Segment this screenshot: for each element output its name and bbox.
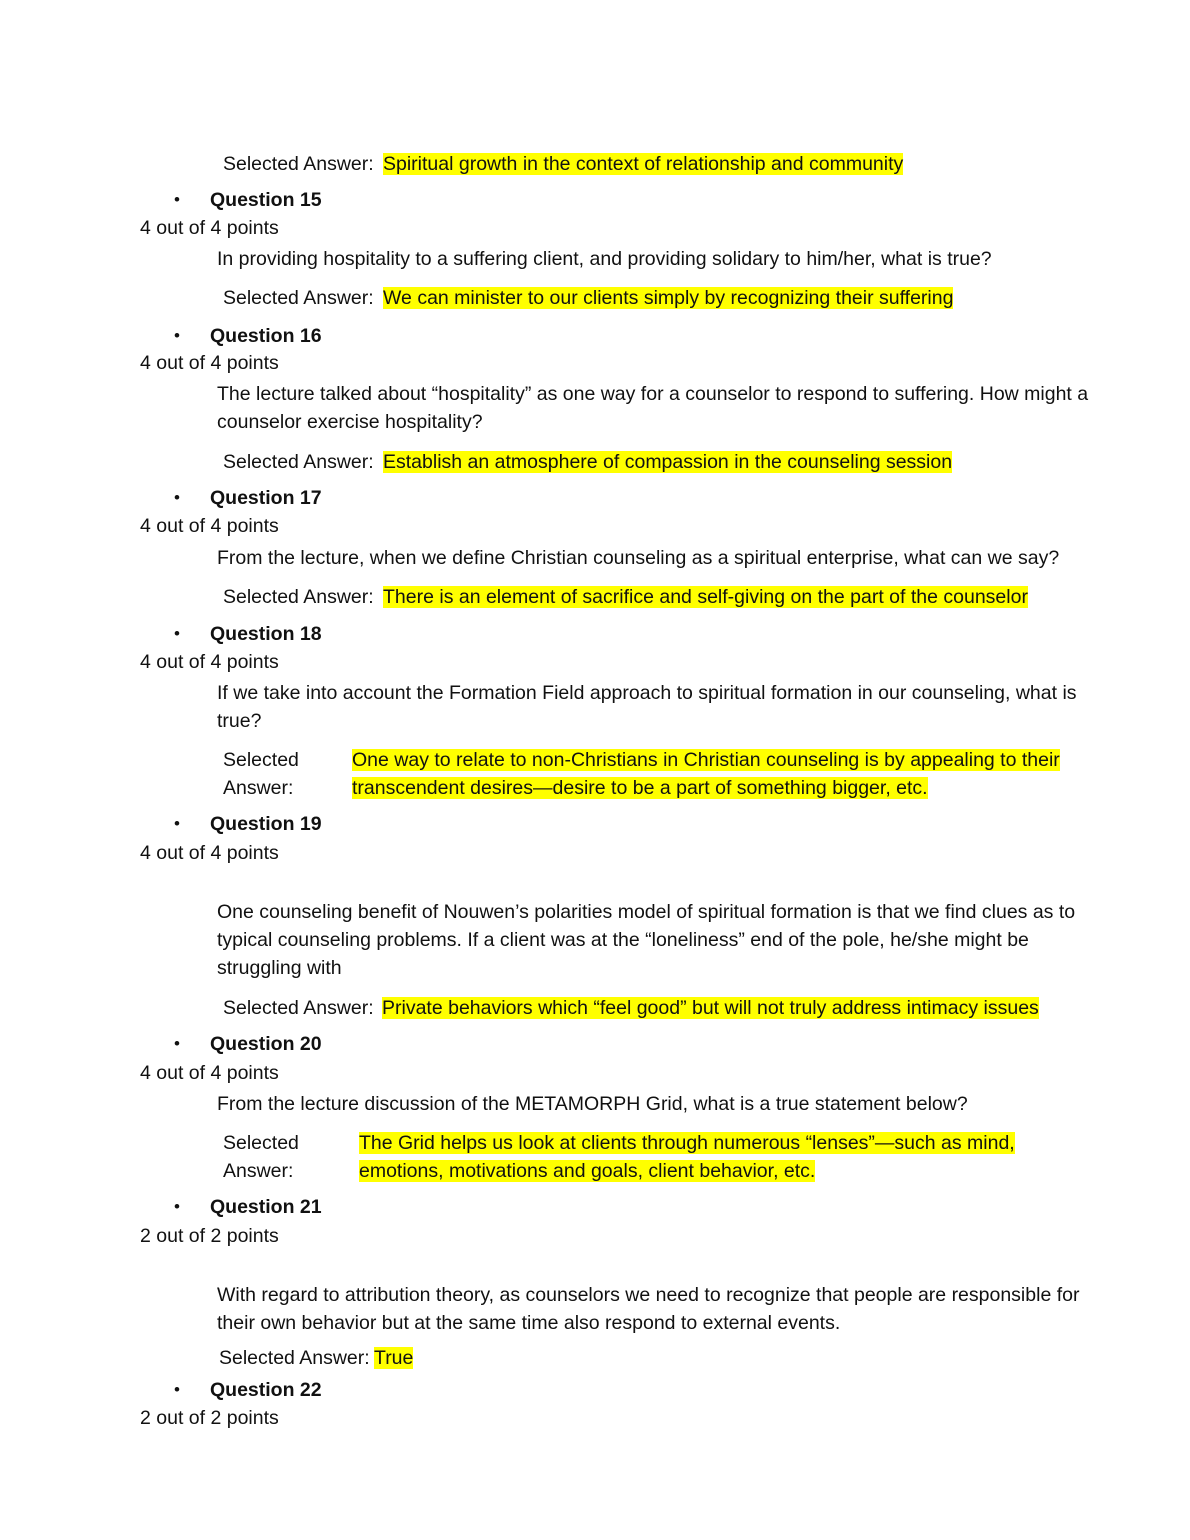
question-points: 4 out of 4 points: [140, 842, 279, 864]
answer-highlight: Spiritual growth in the context of relationship and community: [383, 153, 904, 175]
selected-answer-line: [352, 746, 1060, 774]
question-text: One counseling benefit of Nouwen’s polarities model of spiritual formation is that we find clues as to typical counseling problems. If a client was at the “loneliness” end of the pole, he/she might be struggling with: [217, 901, 1076, 979]
selected-answer-line: [359, 1157, 815, 1185]
question-title: Question 21: [210, 1196, 322, 1218]
question-title: Question 19: [210, 813, 322, 835]
bullet-icon: •: [174, 1197, 180, 1216]
selected-answer-label: Selected: [223, 1132, 299, 1154]
question-title: Question 20: [210, 1033, 322, 1055]
question-text: The lecture talked about “hospitality” as one way for a counselor to respond to suffering. How might a counselor exercise hospitality?: [217, 383, 1089, 433]
answer-highlight: The Grid helps us look at clients through numerous “lenses”—such as mind,: [359, 1132, 1015, 1154]
question-points: 4 out of 4 points: [140, 1062, 279, 1084]
selected-answer: [382, 994, 1039, 1022]
question-text: From the lecture discussion of the METAMORPH Grid, what is a true statement below?: [217, 1093, 968, 1115]
question-points: 4 out of 4 points: [140, 651, 279, 673]
selected-answer: [383, 448, 952, 476]
selected-answer-label: Answer:: [223, 1160, 294, 1182]
question-title: Question 17: [210, 487, 322, 509]
answer-highlight: There is an element of sacrifice and self-giving on the part of the counselor: [383, 586, 1028, 608]
question-text: From the lecture, when we define Christian counseling as a spiritual enterprise, what can we say?: [217, 547, 1060, 569]
answer-highlight: Private behaviors which “feel good” but will not truly address intimacy issues: [382, 997, 1039, 1019]
selected-answer: [383, 284, 953, 312]
answer-highlight: emotions, motivations and goals, client behavior, etc.: [359, 1160, 816, 1182]
question-points: 4 out of 4 points: [140, 352, 279, 374]
selected-answer-line: [359, 1129, 1015, 1157]
question-title: Question 15: [210, 189, 322, 211]
question-text: In providing hospitality to a suffering client, and providing solidary to him/her, what is true?: [217, 248, 992, 270]
answer-highlight: transcendent desires—desire to be a part of something bigger, etc.: [352, 777, 928, 799]
question-text: If we take into account the Formation Field approach to spiritual formation in our counseling, what is true?: [217, 682, 1077, 732]
question-title: Question 16: [210, 325, 322, 347]
bullet-icon: •: [174, 624, 180, 643]
question-points: 2 out of 2 points: [140, 1407, 279, 1429]
selected-answer-label: Selected Answer:: [223, 153, 374, 175]
selected-answer: [383, 150, 903, 178]
question-title: Question 18: [210, 623, 322, 645]
answer-highlight: True: [374, 1347, 414, 1369]
question-text: With regard to attribution theory, as counselors we need to recognize that people are responsible for their own behavior but at the same time also respond to external events.: [217, 1284, 1080, 1334]
bullet-icon: •: [174, 1380, 180, 1399]
selected-answer: [383, 583, 1028, 611]
selected-answer-label: Selected: [223, 749, 299, 771]
selected-answer-label: Selected Answer:: [223, 997, 374, 1019]
question-points: 4 out of 4 points: [140, 515, 279, 537]
answer-highlight: Establish an atmosphere of compassion in the counseling session: [383, 451, 953, 473]
question-title: Question 22: [210, 1379, 322, 1401]
question-points: 4 out of 4 points: [140, 217, 279, 239]
selected-answer: [374, 1344, 413, 1372]
selected-answer-label: Selected Answer:: [219, 1347, 370, 1369]
answer-highlight: We can minister to our clients simply by recognizing their suffering: [383, 287, 954, 309]
bullet-icon: •: [174, 488, 180, 507]
bullet-icon: •: [174, 190, 180, 209]
question-points: 2 out of 2 points: [140, 1225, 279, 1247]
bullet-icon: •: [174, 814, 180, 833]
answer-highlight: One way to relate to non-Christians in Christian counseling is by appealing to their: [352, 749, 1060, 771]
selected-answer-line: [352, 774, 928, 802]
selected-answer-label: Selected Answer:: [223, 586, 374, 608]
selected-answer-label: Selected Answer:: [223, 451, 374, 473]
bullet-icon: •: [174, 326, 180, 345]
selected-answer-label: Answer:: [223, 777, 294, 799]
bullet-icon: •: [174, 1034, 180, 1053]
selected-answer-label: Selected Answer:: [223, 287, 374, 309]
